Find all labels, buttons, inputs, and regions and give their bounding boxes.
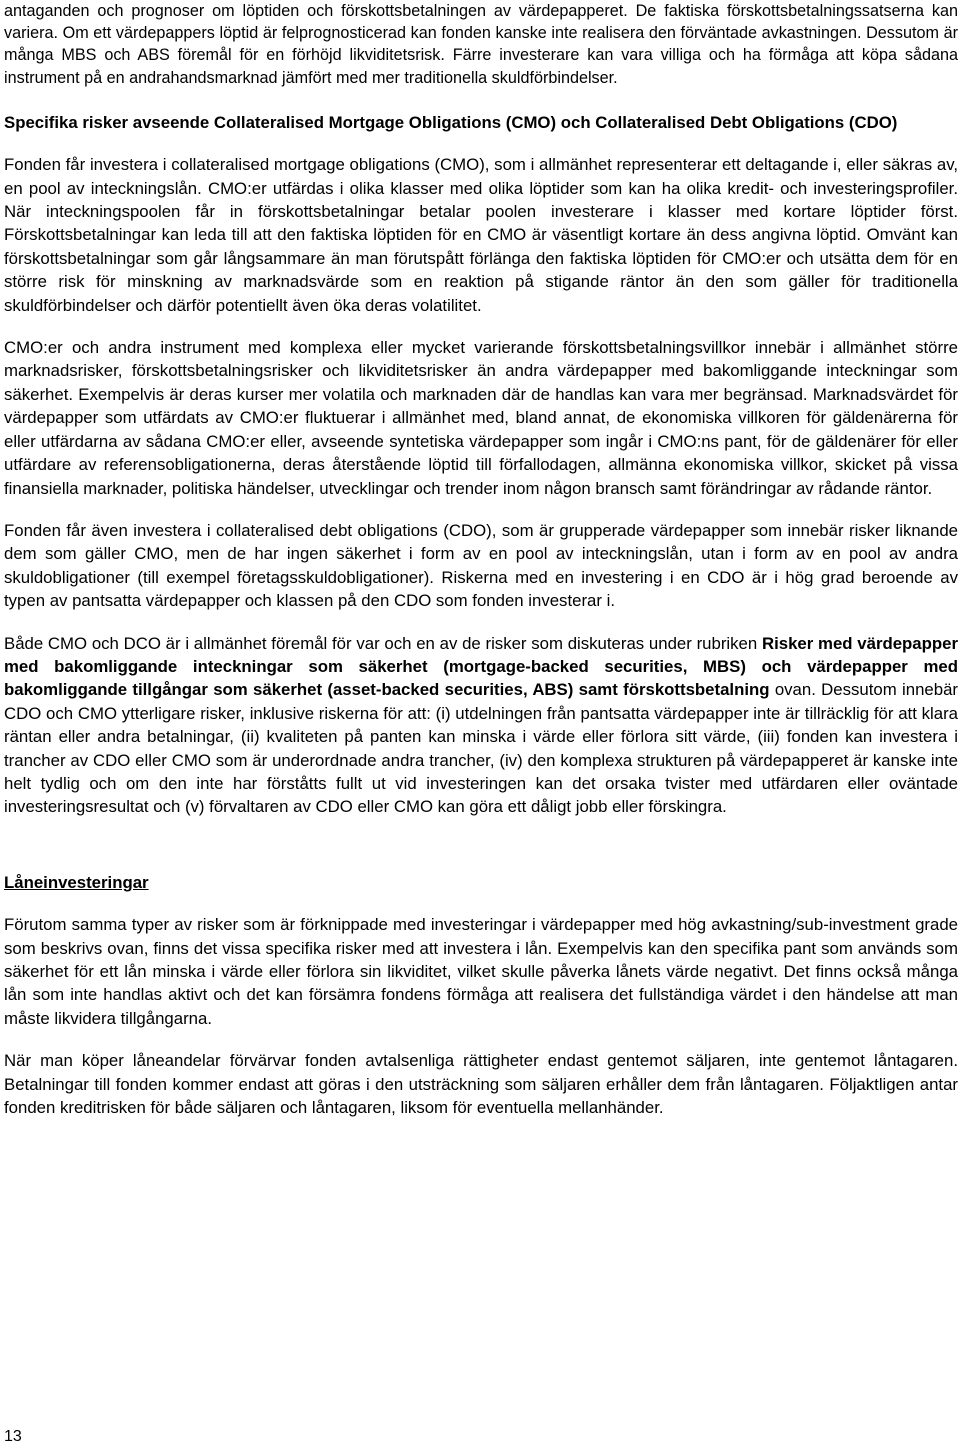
loan-paragraph-2: När man köper låneandelar förvärvar fonden avtalsenliga rättigheter endast gentemot säljaren, inte gentemot låntagaren. Betalningar till fonden kommer endast att göras i den utsträckning som säljaren erhåller dem från låntagaren. Följaktligen antar fonden kreditrisken för både säljaren och låntagaren, liksom för eventuella mellanhänder. bbox=[4, 1051, 958, 1118]
cmo-section-heading: Specifika risker avseende Collateralised Mortgage Obligations (CMO) och Collateralised Debt Obligations (CDO) bbox=[4, 112, 898, 132]
cmo-paragraph-2: CMO:er och andra instrument med komplexa eller mycket varierande förskottsbetalningsvillkor innebär i allmänhet större marknadsrisker, förskottsbetalningsrisker och likviditetsrisker än andra värdepapper med bakomliggande inteckningar som säkerhet. Exempelvis är deras kurser mer volatila och marknaden där de handlas kan vara mer begränsad. Marknadsvärdet för värdepapper som utfärdats av CMO:er fluktuerar i allmänhet med, bland annat, de ekonomiska villkoren för gäldenärerna för eller utfärdarna av sådana CMO:er eller, avseende syntetiska värdepapper som ingår i CMO:ns pant, för de gäldenärer för eller utfärdare av referensobligationerna, deras återstående löptid till förfallodagen, allmänna ekonomiska villkor, skicket på vissa finansiella marknader, politiska händelser, utvecklingar och trender inom någon bransch samt förändringar av rådande räntor. bbox=[4, 338, 958, 498]
mbs-abs-section-reference: Risker med värdepapper med bakomliggande inteckningar som säkerhet (mortgage-backed securities, MBS) och värdepapper med bakomliggande tillgångar som säkerhet (asset-backed securities, ABS) samt förskottsbetalning bbox=[4, 633, 959, 700]
document-page bbox=[4, 0, 958, 1119]
risks-paragraph-intro: Både CMO och DCO är i allmänhet föremål för var och en av de risker som diskuteras under rubriken bbox=[4, 633, 762, 653]
cmo-paragraph-1: Fonden får investera i collateralised mortgage obligations (CMO), som i allmänhet representerar ett deltagande i, eller säkras av, en pool av inteckningslån. CMO:er utfärdas i olika klasser med olika löptider som kan ha olika kredit- och investeringsprofiler. När inteckningspoolen får in förskottsbetalningar betalar poolen investerare i klasser med kortare löptider först. Förskottsbetalningar kan leda till att den faktiska löptiden för en CMO är väsentligt kortare än dess angivna löptid. Omvänt kan förskottsbetalningar som går långsammare än man förutspått förlänga den faktiska löptiden för CMO:er och utsätta dem för en större risk för minskning av marknadsvärde som en reaktion på stigande räntor än den som gäller för traditionella skuldförbindelser och därför potentiellt även öka deras volatilitet. bbox=[4, 155, 958, 315]
loan-section-heading: Låneinvesteringar bbox=[4, 872, 149, 892]
risks-paragraph-rest: ovan. Dessutom innebär CDO och CMO ytterligare risker, inklusive riskerna för att: (i) utdelningen från pantsatta värdepapper inte är tillräcklig för att klara räntan eller andra betalningar, (ii) kvaliteten på panten kan minska i värde eller förlora sitt värde, (iii) fonden kan investera i trancher av CDO eller CMO som är underordnade andra trancher, (iv) den komplexa strukturen på värdepapperet är kanske inte helt tydlig och om den inte har förståtts fullt ut vid investeringen kan det orsaka tvister med utfärdaren eller oväntade investeringsresultat och (v) förvaltaren av CDO eller CMO kan göra ett dåligt jobb eller förskingra. bbox=[4, 680, 959, 817]
cmo-cdo-risks-paragraph bbox=[4, 632, 958, 819]
page-number: 13 bbox=[4, 1428, 22, 1445]
intro-paragraph: antaganden och prognoser om löptiden och förskottsbetalningen av värdepapperet. De faktiska förskottsbetalningssatserna kan variera. Om ett värdepappers löptid är felprognosticerad kan fonden kanske inte realisera den förväntade avkastningen. Dessutom är många MBS och ABS föremål för en förhöjd likviditetsrisk. Färre investerare kan vara villiga och ha förmåga att köpa sådana instrument på en andrahandsmarknad jämfört med mer traditionella skuldförbindelser. bbox=[4, 2, 958, 87]
loan-paragraph-1: Förutom samma typer av risker som är förknippade med investeringar i värdepapper med hög avkastning/sub-investment grade som beskrivs ovan, finns det vissa specifika risker med att investera i lån. Exempelvis kan den specifika pant som används som säkerhet för ett lån minska i värde eller förlora sin likviditet, vilket skulle påverka lånets värde negativt. Det finns också många lån som inte handlas aktivt och det kan försämra fondens förmåga att realisera det fullständiga värdet i den händelse att man måste likvidera tillgångarna. bbox=[4, 915, 958, 1028]
cdo-paragraph: Fonden får även investera i collateralised debt obligations (CDO), som är grupperade värdepapper som innebär risker liknande dem som gäller CMO, men de har ingen säkerhet i form av en pool av inteckningslån, utan i form av en pool av andra skuldobligationer (till exempel företagsskuldobligationer). Riskerna med en investering i en CDO är i hög grad beroende av typen av pantsatta värdepapper och klassen på den CDO som fonden investerar i. bbox=[4, 520, 958, 611]
